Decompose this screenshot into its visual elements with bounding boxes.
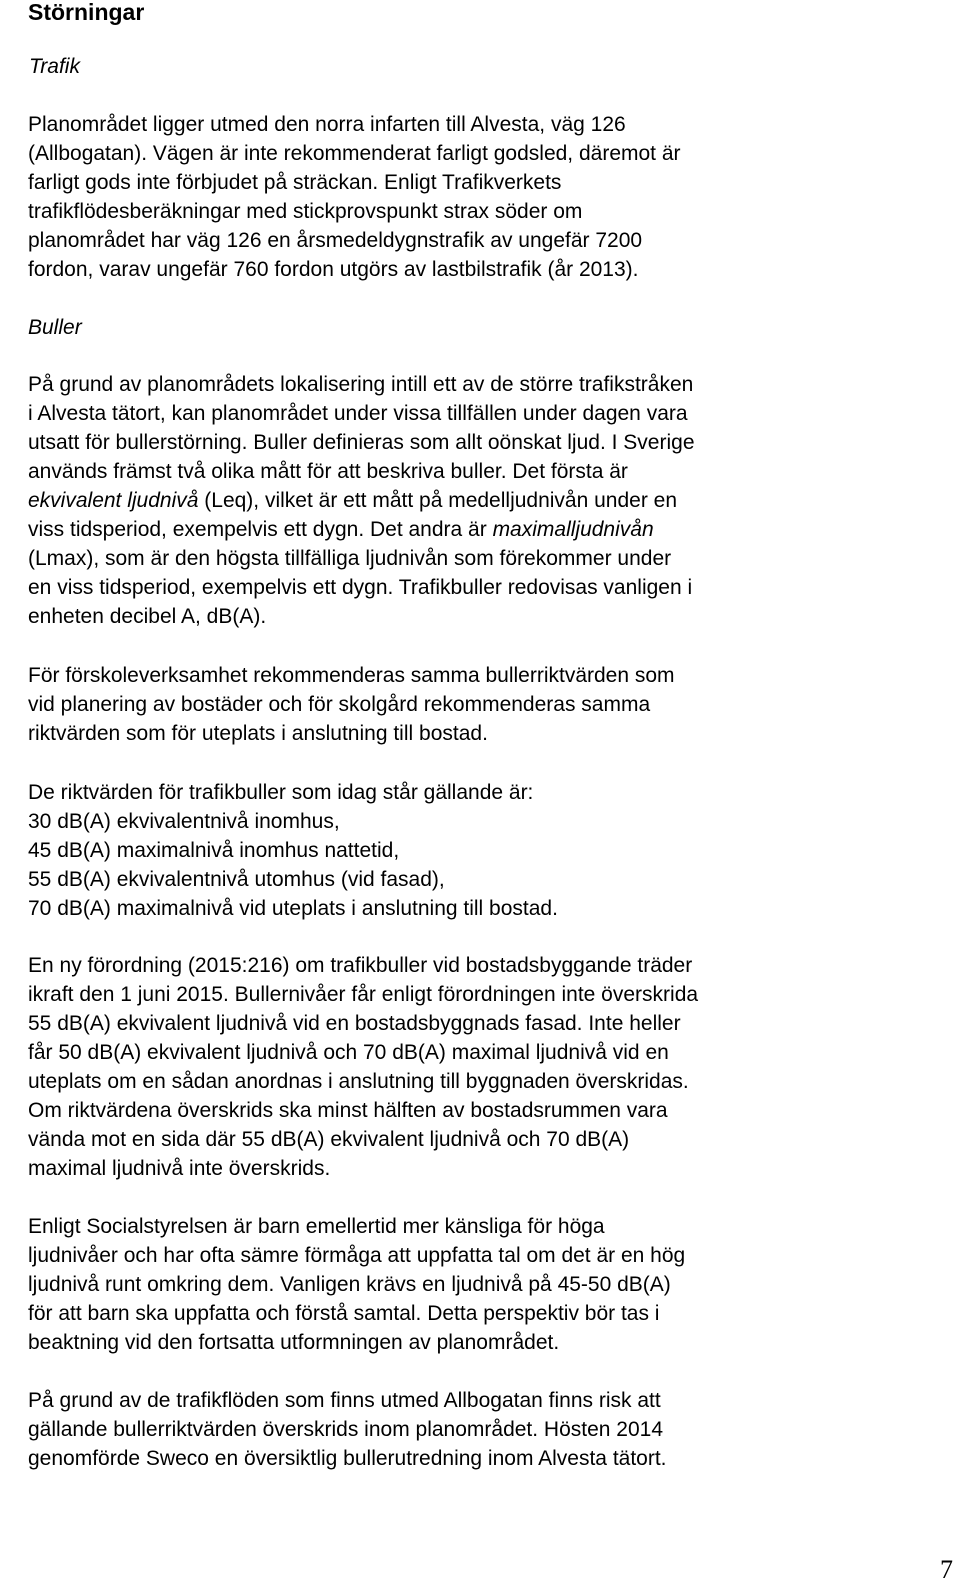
- text-span: (Leq), vilket är ett mått på medelljudnivån under en: [198, 489, 678, 512]
- text-line: För förskoleverksamhet rekommenderas samma bullerriktvärden som: [28, 664, 675, 687]
- paragraph-forordning: [28, 951, 698, 1183]
- text-line: maximal ljudnivå inte överskrids.: [28, 1157, 331, 1180]
- text-line: Om riktvärdena överskrids ska minst hälften av bostadsrummen vara: [28, 1099, 668, 1122]
- text-line: gällande bullerriktvärden överskrids inom planområdet. Hösten 2014: [28, 1418, 664, 1441]
- paragraph-socialstyrelsen: [28, 1212, 685, 1357]
- text-line: en viss tidsperiod, exempelvis ett dygn. Trafikbuller redovisas vanligen i: [28, 576, 693, 599]
- text-line: ljudnivå runt omkring dem. Vanligen krävs en ljudnivå på 45-50 dB(A): [28, 1273, 671, 1296]
- text-line: 55 dB(A) ekvivalentnivå utomhus (vid fasad),: [28, 868, 445, 891]
- text-line: 45 dB(A) maximalnivå inomhus nattetid,: [28, 839, 400, 862]
- text-line: utsatt för bullerstörning. Buller definieras som allt oönskat ljud. I Sverige: [28, 431, 695, 454]
- text-line: för att barn ska uppfatta och förstå samtal. Detta perspektiv bör tas i: [28, 1302, 660, 1325]
- text-line: (Lmax), som är den högsta tillfälliga ljudnivån som förekommer under: [28, 547, 672, 570]
- text-line: farligt gods inte förbjudet på sträckan. Enligt Trafikverkets: [28, 171, 562, 194]
- text-line: De riktvärden för trafikbuller som idag står gällande är:: [28, 781, 534, 804]
- text-line: (Allbogatan). Vägen är inte rekommenderat farligt godsled, däremot är: [28, 142, 681, 165]
- paragraph-allbogatan: [28, 1386, 667, 1473]
- text-line: beaktning vid den fortsatta utformningen av planområdet.: [28, 1331, 560, 1354]
- text-line: i Alvesta tätort, kan planområdet under vissa tillfällen under dagen vara: [28, 402, 688, 425]
- text-line: får 50 dB(A) ekvivalent ljudnivå och 70 dB(A) maximal ljudnivå vid en: [28, 1041, 669, 1064]
- text-line: trafikflödesberäkningar med stickprovspunkt strax söder om: [28, 200, 583, 223]
- subheading-trafik: Trafik: [29, 55, 80, 78]
- text-line: enheten decibel A, dB(A).: [28, 605, 267, 628]
- text-line: genomförde Sweco en översiktlig bullerutredning inom Alvesta tätort.: [28, 1447, 667, 1470]
- text-line: används främst två olika mått för att beskriva buller. Det första är: [28, 460, 628, 483]
- text-line: riktvärden som för uteplats i anslutning till bostad.: [28, 722, 488, 745]
- text-line: Planområdet ligger utmed den norra infarten till Alvesta, väg 126: [28, 113, 626, 136]
- italic-term: ekvivalent ljudnivå: [28, 489, 199, 512]
- text-line: uteplats om en sådan anordnas i anslutning till byggnaden överskridas.: [28, 1070, 689, 1093]
- text-line: planområdet har väg 126 en årsmedeldygnstrafik av ungefär 7200: [28, 229, 643, 252]
- paragraph-trafik: [28, 110, 681, 284]
- text-line: fordon, varav ungefär 760 fordon utgörs av lastbilstrafik (år 2013).: [28, 258, 639, 281]
- text-line: [28, 515, 695, 544]
- text-line: ljudnivåer och har ofta sämre förmåga att uppfatta tal om det är en hög: [28, 1244, 686, 1267]
- text-line: vända mot en sida där 55 dB(A) ekvivalent ljudnivå och 70 dB(A): [28, 1128, 630, 1151]
- page-number: 7: [940, 1555, 953, 1584]
- text-span: viss tidsperiod, exempelvis ett dygn. Det andra är: [28, 518, 493, 541]
- text-line: 30 dB(A) ekvivalentnivå inomhus,: [28, 810, 340, 833]
- text-line: Enligt Socialstyrelsen är barn emellertid mer känsliga för höga: [28, 1215, 605, 1238]
- section-heading: Störningar: [28, 0, 145, 25]
- text-line: En ny förordning (2015:216) om trafikbuller vid bostadsbyggande träder: [28, 954, 693, 977]
- text-line: vid planering av bostäder och för skolgård rekommenderas samma: [28, 693, 651, 716]
- text-line: På grund av de trafikflöden som finns utmed Allbogatan finns risk att: [28, 1389, 661, 1412]
- paragraph-buller-definition: [28, 370, 695, 631]
- text-line: 55 dB(A) ekvivalent ljudnivå vid en bostadsbyggnads fasad. Inte heller: [28, 1012, 681, 1035]
- subheading-buller: Buller: [28, 316, 82, 339]
- paragraph-riktvarden: [28, 778, 558, 923]
- text-line: 70 dB(A) maximalnivå vid uteplats i anslutning till bostad.: [28, 897, 558, 920]
- text-line: ikraft den 1 juni 2015. Bullernivåer får enligt förordningen inte överskrida: [28, 983, 699, 1006]
- text-line: [28, 486, 695, 515]
- italic-term: maximalljudnivån: [492, 518, 654, 541]
- paragraph-forskola: [28, 661, 675, 748]
- text-line: På grund av planområdets lokalisering intill ett av de större trafikstråken: [28, 373, 694, 396]
